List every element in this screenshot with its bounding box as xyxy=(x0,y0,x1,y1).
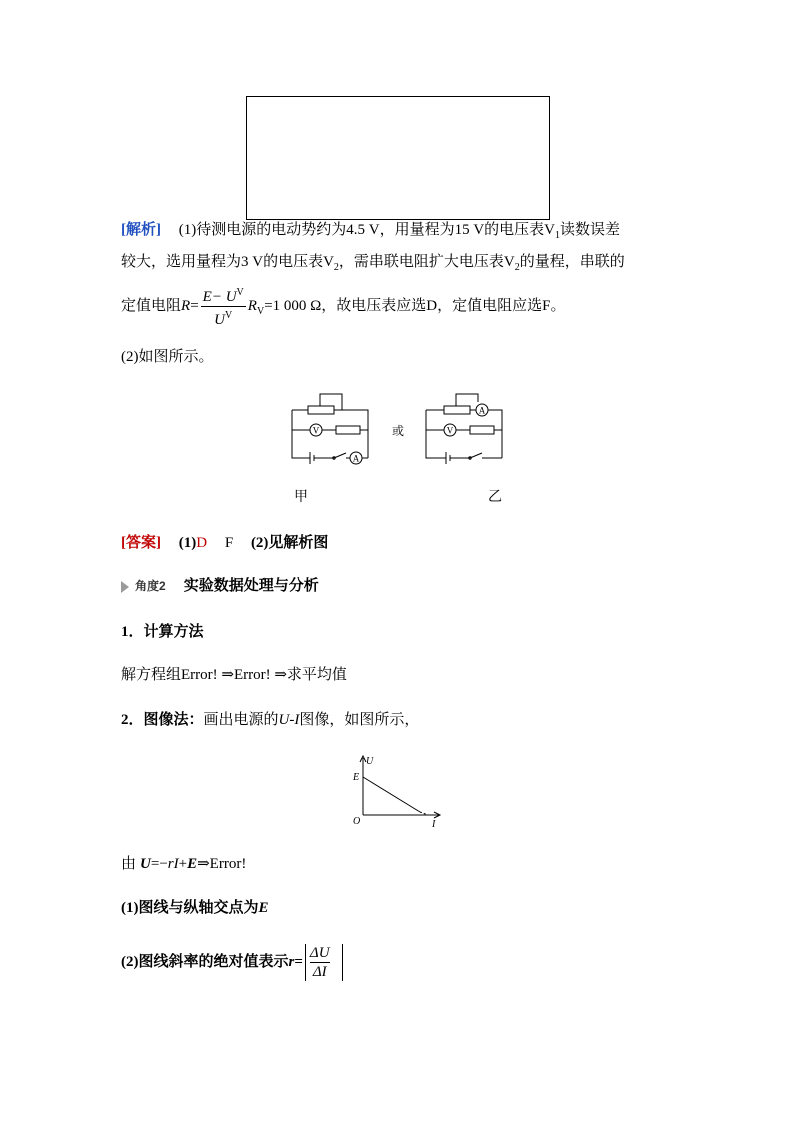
note-1: (1)图线与纵轴交点为E xyxy=(121,900,269,916)
ui-graph xyxy=(348,752,448,832)
rheostat-jia xyxy=(308,406,334,414)
voltmeter-jia-label: V xyxy=(312,425,320,436)
triangle-icon xyxy=(121,581,129,593)
section-title: 实验数据处理与分析 xyxy=(183,577,319,594)
analysis-line-4: (2)如图所示。 xyxy=(121,349,214,365)
ammeter-jia-label: A xyxy=(352,453,360,464)
circuit-yi xyxy=(426,394,502,464)
figure-frame xyxy=(246,96,550,220)
voltmeter-yi-label: V xyxy=(446,425,454,436)
item1-text: 解方程组Error! ⇒Error! ⇒求平均值 xyxy=(121,667,347,683)
slope-fraction: $\frac{\Delta U}{\Delta I}$ xyxy=(305,944,343,981)
analysis-line-1: [解析] (1)待测电源的电动势约为4.5 V，用量程为15 V的电压表$V_1$读数误差 xyxy=(121,222,621,241)
origin-label: O xyxy=(353,816,361,827)
section-header xyxy=(121,576,319,596)
ammeter-yi-label: A xyxy=(478,405,486,416)
item2-title: 2．图像法：画出电源的U-I图像，如图所示， xyxy=(121,712,420,728)
answer-line: [答案] (1)D F (2)见解析图 xyxy=(121,535,329,551)
resistance-fraction: $\frac{E- U^V}{U^V}$ xyxy=(201,284,246,329)
rheostat-yi xyxy=(444,406,470,414)
note-2: (2)图线斜率的绝对值表示r= $\frac{\Delta U}{\Delta I}$ xyxy=(121,944,343,981)
e-label: E xyxy=(353,772,360,783)
resistor-jia xyxy=(336,426,360,434)
i-axis-label: I xyxy=(432,819,436,830)
analysis-line-3: 定值电阻R= $\frac{E- U^V}{U^V}$ $R_V=1$ 000 Ω，故电压表应选D，定值电阻应选F。 xyxy=(121,284,565,329)
analysis-line-2: 较大，选用量程为3 V的电压表$V_2$，需串联电阻扩大电压表$V_2$的量程，串联的 xyxy=(121,254,625,273)
resistor-yi xyxy=(470,426,494,434)
formula-line: 由 U=−rI+E⇒Error! xyxy=(121,856,247,872)
ui-line xyxy=(363,777,420,812)
analysis-tag: [解析] xyxy=(121,222,161,238)
circuit-diagrams xyxy=(280,384,520,474)
answer-tag: [答案] xyxy=(121,535,161,551)
or-label: 或 xyxy=(391,424,405,438)
item1-title: 1．计算方法 xyxy=(121,624,204,640)
u-axis-label: U xyxy=(366,756,374,767)
section-badge: 角度2 xyxy=(135,579,166,593)
circuit-label-jia: 甲 xyxy=(294,490,308,505)
circuit-label-yi: 乙 xyxy=(488,490,502,505)
